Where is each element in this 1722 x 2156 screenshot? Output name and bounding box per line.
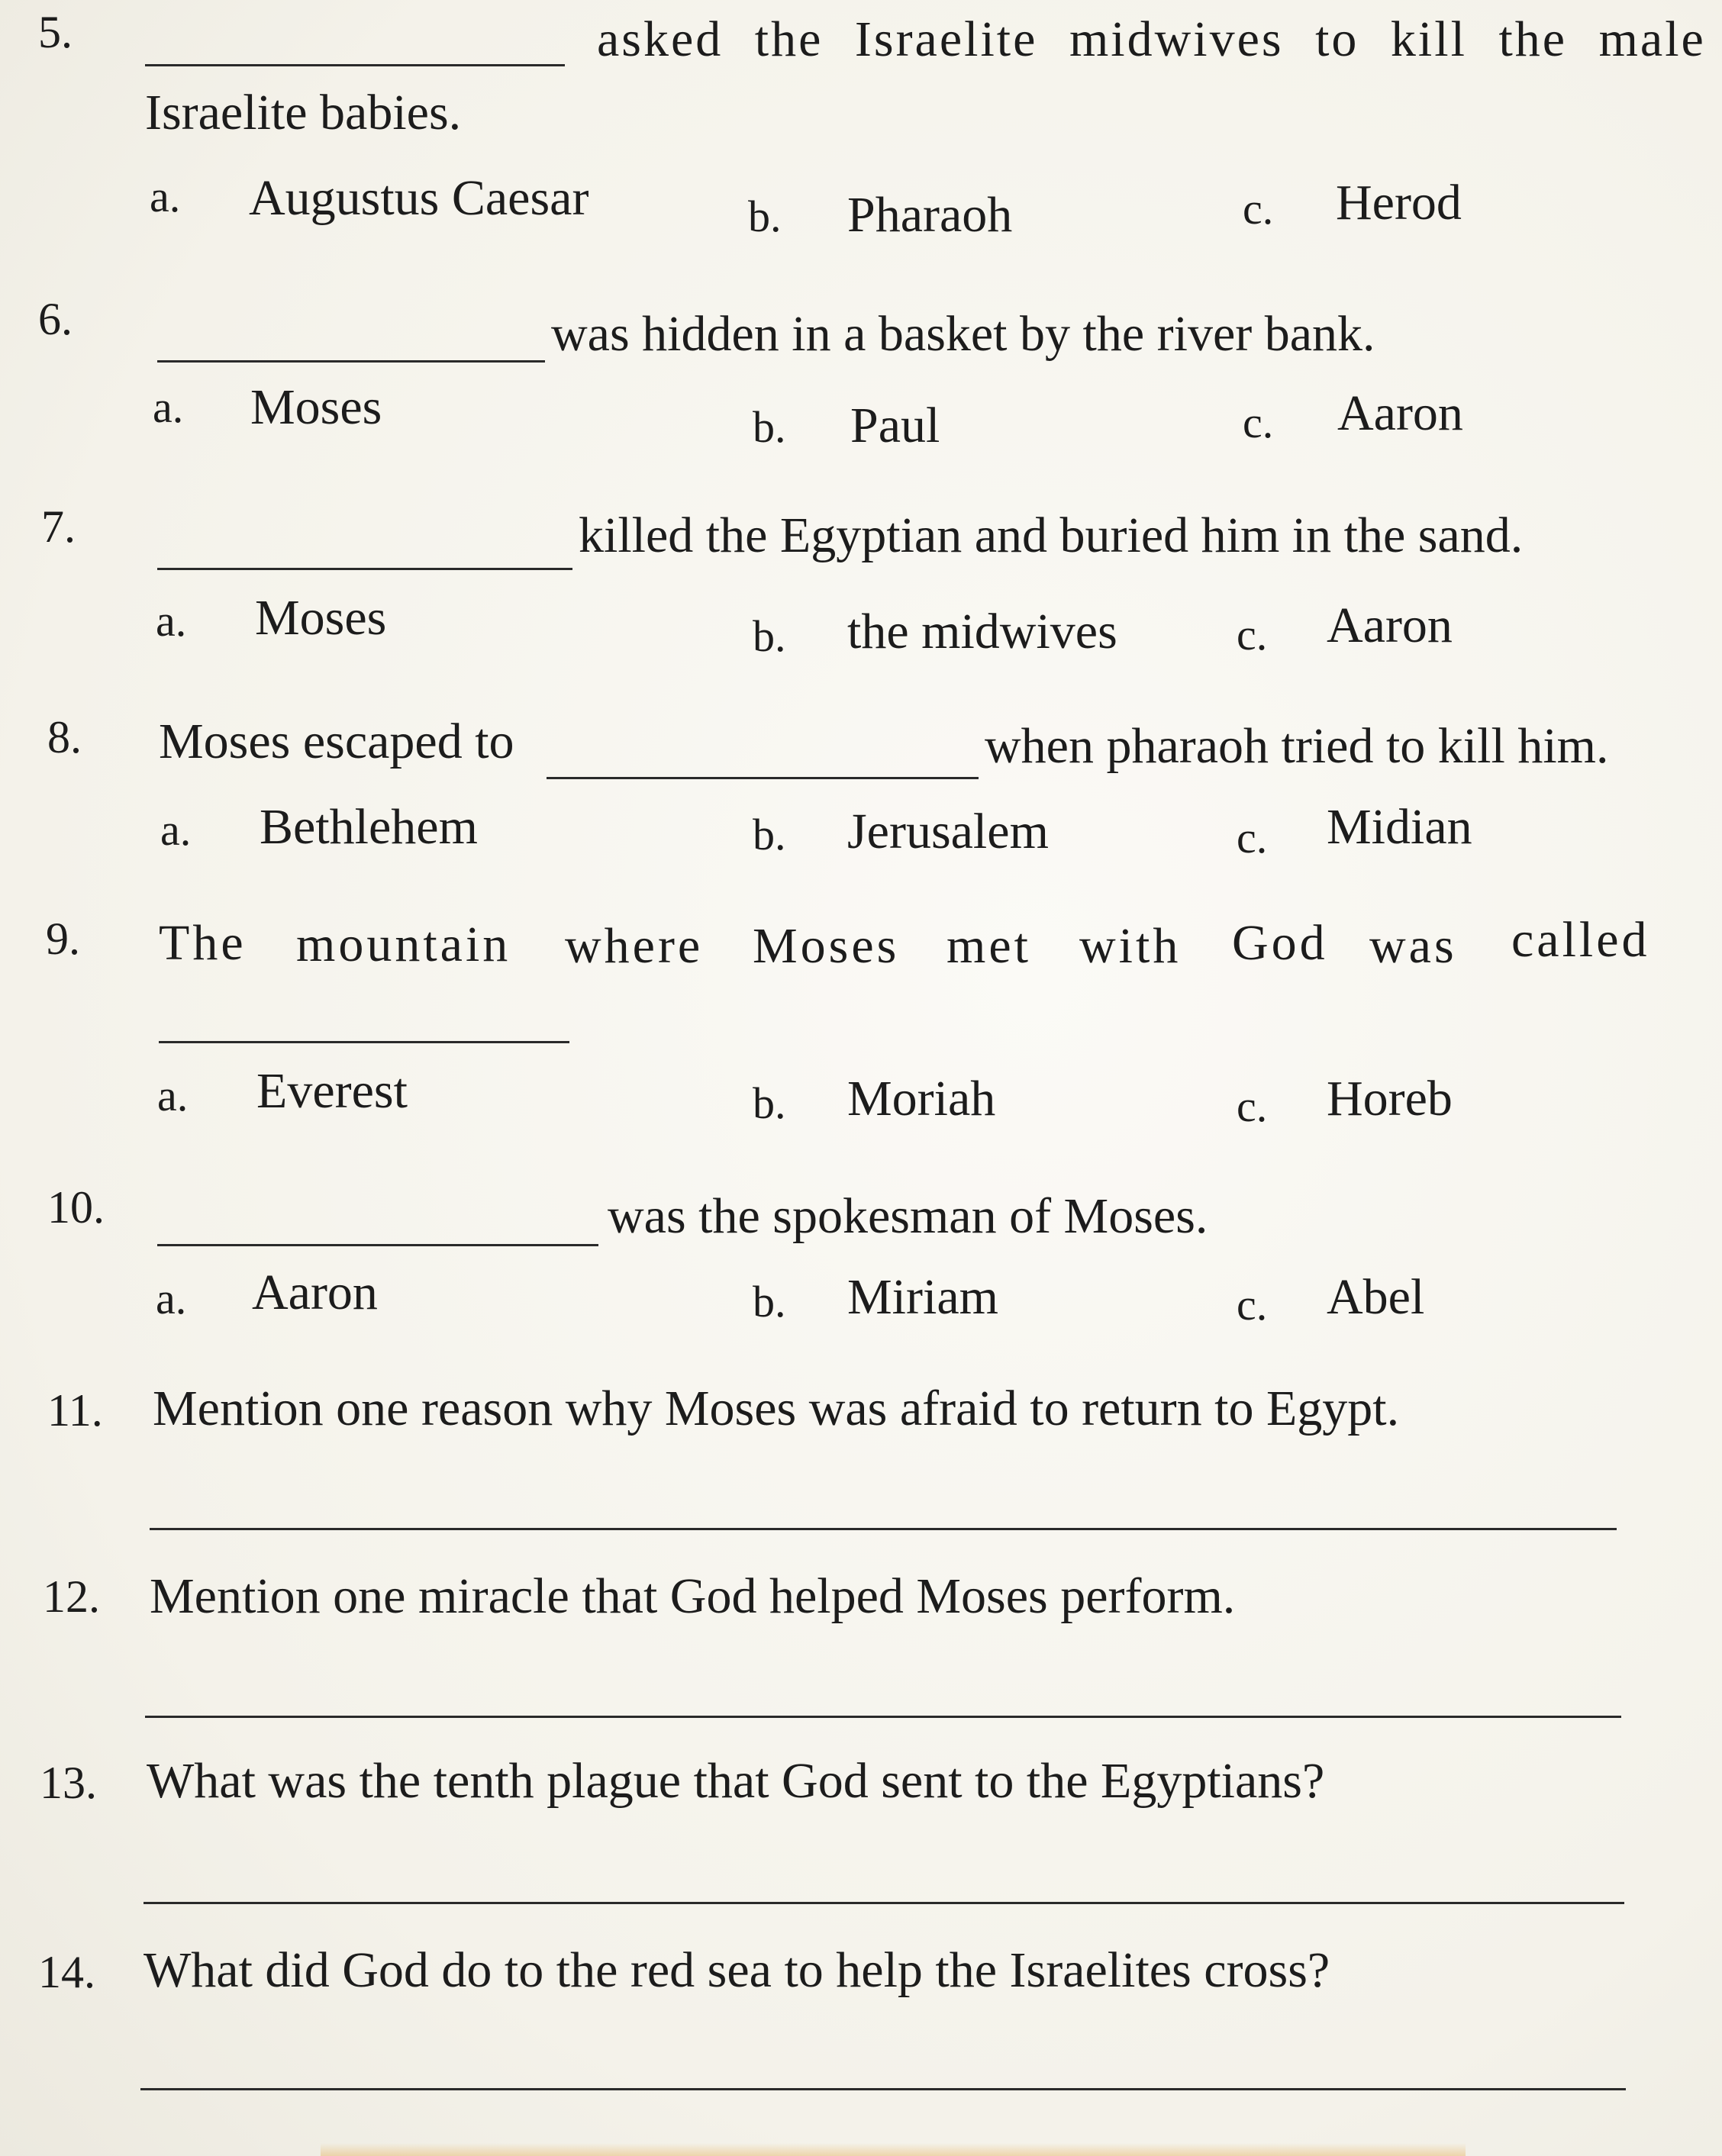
question-number: 14. (38, 1947, 95, 1997)
option-c[interactable]: Herod (1336, 175, 1462, 230)
question-text: was hidden in a basket by the river bank. (551, 306, 1375, 362)
option-b[interactable]: Paul (850, 398, 940, 453)
answer-blank[interactable] (159, 1041, 569, 1043)
option-c-letter: c. (1237, 813, 1268, 862)
question-word: Moses (753, 918, 900, 974)
question-word: God (1232, 915, 1328, 971)
option-c-letter: c. (1237, 1081, 1268, 1131)
question-text: was the spokesman of Moses. (608, 1188, 1208, 1244)
option-c-letter: c. (1237, 610, 1268, 659)
answer-blank[interactable] (157, 1244, 598, 1246)
answer-line[interactable] (140, 2088, 1626, 2090)
question-number: 7. (41, 501, 76, 552)
option-b-letter: b. (753, 810, 786, 859)
option-b-letter: b. (753, 611, 786, 661)
question-word: called (1511, 912, 1650, 968)
option-b-letter: b. (748, 192, 782, 241)
option-b[interactable]: the midwives (847, 604, 1117, 659)
option-a-letter: a. (160, 805, 192, 855)
option-a[interactable]: Aaron (252, 1265, 378, 1320)
question-number: 9. (46, 914, 80, 964)
question-word: met (946, 918, 1031, 974)
option-a-letter: a. (150, 172, 181, 221)
option-a-letter: a. (157, 1071, 189, 1120)
page-edge-shadow (321, 2143, 1466, 2156)
answer-line[interactable] (144, 1902, 1624, 1904)
option-b[interactable]: Pharaoh (847, 187, 1013, 243)
question-text: Moses escaped to (159, 714, 514, 769)
question-text: Mention one miracle that God helped Moses perform. (150, 1568, 1236, 1624)
question-number: 10. (47, 1182, 105, 1233)
answer-blank[interactable] (157, 360, 545, 363)
option-b-letter: b. (753, 1277, 786, 1326)
option-c[interactable]: Aaron (1337, 385, 1463, 441)
question-number: 12. (43, 1571, 100, 1622)
option-a[interactable]: Augustus Caesar (249, 170, 589, 226)
question-number: 6. (38, 294, 73, 344)
question-text: killed the Egyptian and buried him in the sand. (579, 508, 1524, 563)
option-c-letter: c. (1243, 398, 1274, 447)
question-word: was (1369, 918, 1457, 974)
option-a[interactable]: Moses (250, 379, 382, 435)
option-b[interactable]: Moriah (847, 1071, 996, 1126)
answer-blank[interactable] (157, 568, 572, 570)
option-b[interactable]: Jerusalem (847, 804, 1049, 859)
answer-blank[interactable] (547, 777, 979, 779)
option-a-letter: a. (156, 1274, 187, 1323)
question-word: with (1079, 918, 1182, 974)
question-number: 8. (47, 712, 82, 762)
answer-blank[interactable] (145, 64, 565, 66)
question-text: asked the Israelite midwives to kill the male (597, 11, 1706, 67)
question-number: 13. (40, 1758, 97, 1808)
option-b[interactable]: Miriam (847, 1269, 998, 1325)
option-a-letter: a. (153, 382, 184, 432)
option-c[interactable]: Aaron (1327, 598, 1453, 653)
answer-line[interactable] (145, 1716, 1621, 1718)
option-b-letter: b. (753, 1078, 786, 1128)
answer-line[interactable] (150, 1528, 1617, 1530)
question-word: mountain (296, 917, 511, 972)
question-word: where (565, 918, 704, 974)
option-a-letter: a. (156, 596, 187, 646)
option-c-letter: c. (1243, 184, 1274, 234)
option-b-letter: b. (753, 402, 786, 452)
question-number: 5. (38, 7, 73, 57)
option-a[interactable]: Bethlehem (260, 799, 478, 855)
question-word: The (159, 915, 247, 971)
question-text-continued: Israelite babies. (145, 85, 462, 140)
option-c[interactable]: Abel (1327, 1269, 1425, 1325)
question-text-after: when pharaoh tried to kill him. (985, 718, 1609, 774)
option-a[interactable]: Everest (256, 1063, 408, 1119)
question-text: What did God do to the red sea to help the Israelites cross? (144, 1942, 1330, 1998)
option-c-letter: c. (1237, 1280, 1268, 1329)
question-text: Mention one reason why Moses was afraid to return to Egypt. (153, 1381, 1400, 1436)
option-a[interactable]: Moses (255, 590, 387, 646)
question-number: 11. (47, 1385, 103, 1436)
option-c[interactable]: Horeb (1327, 1071, 1453, 1126)
question-text: What was the tenth plague that God sent to the Egyptians? (147, 1753, 1325, 1809)
option-c[interactable]: Midian (1327, 799, 1472, 855)
